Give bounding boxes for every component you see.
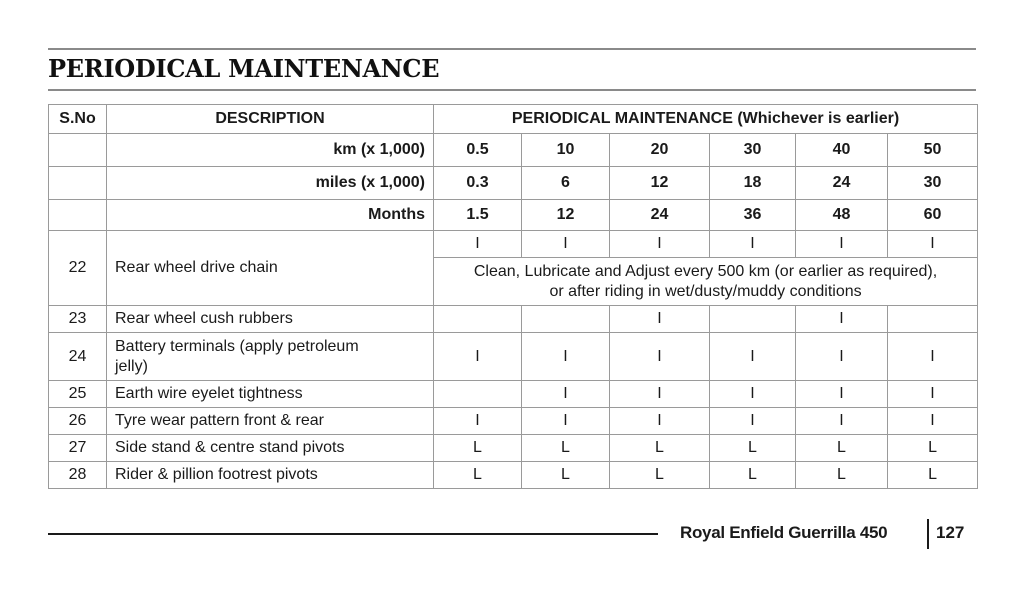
chain-note-line-2: or after riding in wet/dusty/muddy conditions (549, 282, 862, 300)
row-mark: L (610, 435, 710, 462)
row-mark: I (710, 231, 796, 258)
interval-row-miles (49, 167, 978, 200)
title-underline (48, 89, 976, 91)
row-mark: I (610, 381, 710, 408)
interval-value: 12 (610, 167, 710, 200)
row-mark: I (522, 333, 610, 381)
row-mark: I (888, 408, 978, 435)
interval-value: 6 (522, 167, 610, 200)
row-mark: L (710, 462, 796, 489)
row-mark: I (796, 408, 888, 435)
row-mark: I (522, 408, 610, 435)
row-mark: I (610, 333, 710, 381)
row-mark: L (888, 462, 978, 489)
row-sno: 24 (49, 333, 107, 381)
interval-value: 1.5 (434, 200, 522, 231)
page-number: 127 (936, 523, 965, 542)
chain-note-line-1: Clean, Lubricate and Adjust every 500 km (or earlier as required), (473, 262, 938, 280)
row-mark: L (522, 462, 610, 489)
row-mark: I (710, 408, 796, 435)
row-mark: I (610, 306, 710, 333)
row-mark: I (888, 231, 978, 258)
row-mark: L (796, 462, 888, 489)
row-mark: I (522, 231, 610, 258)
interval-value: 24 (796, 167, 888, 200)
header-periodical: PERIODICAL MAINTENANCE (Whichever is earlier) (434, 105, 978, 134)
interval-value: 30 (710, 134, 796, 167)
row-description: Side stand & centre stand pivots (107, 435, 434, 462)
header-description: DESCRIPTION (107, 105, 434, 134)
footer-brand: Royal Enfield Guerrilla 450 (680, 523, 888, 542)
row-mark: L (434, 462, 522, 489)
row-mark: L (522, 435, 610, 462)
row-mark: L (796, 435, 888, 462)
interval-label: miles (x 1,000) (107, 167, 434, 200)
footer-rule (48, 533, 658, 535)
table-row-26 (49, 408, 978, 435)
table-row-22 (49, 231, 978, 258)
row-mark: I (522, 381, 610, 408)
row-mark: I (888, 333, 978, 381)
row-mark: L (888, 435, 978, 462)
row-mark: I (710, 381, 796, 408)
row-mark: I (610, 408, 710, 435)
interval-value: 30 (888, 167, 978, 200)
row-mark: L (610, 462, 710, 489)
top-rule (48, 48, 976, 50)
table-row-23 (49, 306, 978, 333)
row-sno: 26 (49, 408, 107, 435)
row-mark: I (434, 333, 522, 381)
interval-row-km (49, 134, 978, 167)
row-sno: 28 (49, 462, 107, 489)
row-sno: 23 (49, 306, 107, 333)
page-title: PERIODICAL MAINTENANCE (48, 54, 440, 83)
row-mark: L (434, 435, 522, 462)
row-description: Rear wheel drive chain (107, 231, 434, 306)
interval-value: 24 (610, 200, 710, 231)
row-mark: I (796, 333, 888, 381)
row-mark (888, 306, 978, 333)
interval-value: 12 (522, 200, 610, 231)
interval-value: 48 (796, 200, 888, 231)
row-sno: 22 (49, 231, 107, 306)
row-description: Rider & pillion footrest pivots (107, 462, 434, 489)
row-mark: I (796, 381, 888, 408)
interval-label: Months (107, 200, 434, 231)
row-mark: I (434, 231, 522, 258)
row-mark (434, 381, 522, 408)
maintenance-table (48, 104, 978, 489)
interval-value: 18 (710, 167, 796, 200)
footer-separator (927, 519, 929, 549)
interval-row-months (49, 200, 978, 231)
row-mark: I (796, 306, 888, 333)
interval-value: 50 (888, 134, 978, 167)
interval-value: 0.5 (434, 134, 522, 167)
row-mark (710, 306, 796, 333)
table-row-27 (49, 435, 978, 462)
interval-value: 10 (522, 134, 610, 167)
row-mark: I (610, 231, 710, 258)
row-description: Rear wheel cush rubbers (107, 306, 434, 333)
interval-value: 60 (888, 200, 978, 231)
table-row-24 (49, 333, 978, 381)
interval-value: 20 (610, 134, 710, 167)
interval-value: 40 (796, 134, 888, 167)
interval-value: 0.3 (434, 167, 522, 200)
table-row-28 (49, 462, 978, 489)
row-mark: L (710, 435, 796, 462)
row-mark: I (710, 333, 796, 381)
row-mark: I (888, 381, 978, 408)
interval-value: 36 (710, 200, 796, 231)
row-sno: 25 (49, 381, 107, 408)
row-mark (434, 306, 522, 333)
row-description: Tyre wear pattern front & rear (107, 408, 434, 435)
header-sno: S.No (49, 105, 107, 134)
chain-note (434, 258, 978, 306)
interval-label: km (x 1,000) (107, 134, 434, 167)
row-description: Battery terminals (apply petroleum jelly) (107, 333, 434, 381)
row-sno: 27 (49, 435, 107, 462)
row-mark: I (796, 231, 888, 258)
row-mark (522, 306, 610, 333)
row-mark: I (434, 408, 522, 435)
header-row (49, 105, 978, 134)
table-row-25 (49, 381, 978, 408)
row-description: Earth wire eyelet tightness (107, 381, 434, 408)
